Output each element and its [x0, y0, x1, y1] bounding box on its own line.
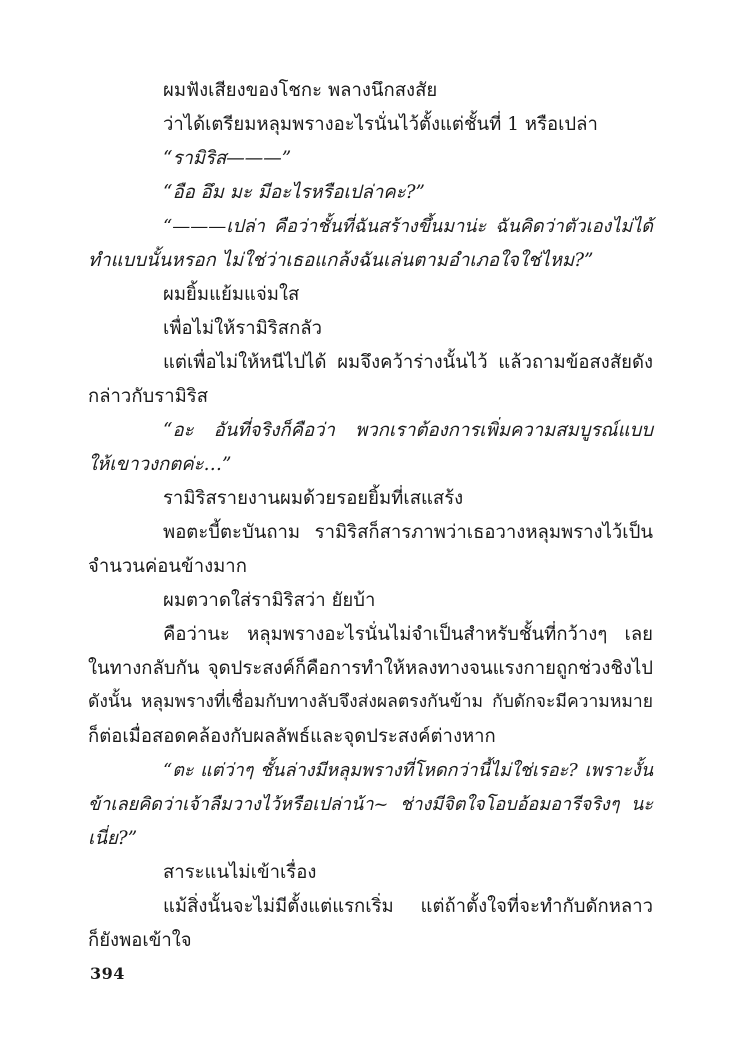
dialogue-line: “อือ อึม มะ มีอะไรหรือเปล่าคะ?” [163, 182, 425, 203]
text-line: พอตะบี้ตะบันถาม รามิริสก็สารภาพว่าเธอวางหลุมพรางไว้เป็น [163, 522, 653, 543]
text-line: ว่าได้เตรียมหลุมพรางอะไรนั่นไว้ตั้งแต่ชั้นที่ 1 หรือเปล่า [163, 114, 598, 135]
dialogue-line: เนี่ย?” [88, 828, 138, 849]
text-line: ในทางกลับกัน จุดประสงค์ก็คือการทำให้หลงทางจนแรงกายถูกช่วงชิงไป [88, 658, 653, 679]
dialogue-line: ให้เขาวงกตค่ะ…” [88, 454, 232, 475]
dialogue-line: “อะ อันที่จริงก็คือว่า พวกเราต้องการเพิ่มความสมบูรณ์แบบ [163, 420, 653, 441]
text-line: แต่เพื่อไม่ให้หนีไปได้ ผมจึงคว้าร่างนั้นไว้ แล้วถามข้อสงสัยดัง [163, 352, 653, 373]
text-line: ผมตวาดใส่รามิริสว่า ยัยบ้า [163, 590, 376, 611]
text-line: รามิริสรายงานผมด้วยรอยยิ้มที่เสแสร้ง [163, 488, 464, 509]
text-line: ผมยิ้มแย้มแจ่มใส [163, 284, 300, 305]
dialogue-line: “———เปล่า คือว่าชั้นที่ฉันสร้างขึ้นมาน่ะ ฉันคิดว่าตัวเองไม่ได้ [163, 216, 653, 237]
dialogue-line: ข้าเลยคิดว่าเจ้าลืมวางไว้หรือเปล่าน้า~ ช่างมีจิตใจโอบอ้อมอารีจริงๆ นะ [88, 794, 653, 815]
dialogue-line: “ตะ แต่ว่าๆ ชั้นล่างมีหลุมพรางที่โหดกว่านี้ไม่ใช่เรอะ? เพราะงั้น [163, 760, 653, 781]
text-line: สาระแนไม่เข้าเรื่อง [163, 862, 317, 883]
text-line: ก็ต่อเมื่อสอดคล้องกับผลลัพธ์และจุดประสงค์ต่างหาก [88, 726, 496, 747]
text-line: ดังนั้น หลุมพรางที่เชื่อมกับทางลับจึงส่งผลตรงกันข้าม กับดักจะมีความหมาย [88, 692, 653, 712]
text-line: คือว่านะ หลุมพรางอะไรนั่นไม่จำเป็นสำหรับชั้นที่กว้างๆ เลย [163, 624, 653, 645]
page-number: 394 [90, 964, 125, 983]
text-line: เพื่อไม่ให้รามิริสกลัว [163, 318, 323, 339]
dialogue-line: ทำแบบนั้นหรอก ไม่ใช่ว่าเธอแกล้งฉันเล่นตามอำเภอใจใช่ไหม?” [88, 250, 594, 271]
text-line: แม้สิ่งนั้นจะไม่มีตั้งแต่แรกเริ่ม แต่ถ้าตั้งใจที่จะทำกับดักหลาว [163, 896, 653, 917]
text-line: จำนวนค่อนข้างมาก [88, 556, 247, 577]
text-line: กล่าวกับรามิริส [88, 386, 209, 407]
dialogue-line: “รามิริส———” [163, 148, 292, 169]
text-line: ผมฟังเสียงของโชกะ พลางนึกสงสัย [163, 80, 438, 101]
text-line: ก็ยังพอเข้าใจ [88, 930, 192, 951]
